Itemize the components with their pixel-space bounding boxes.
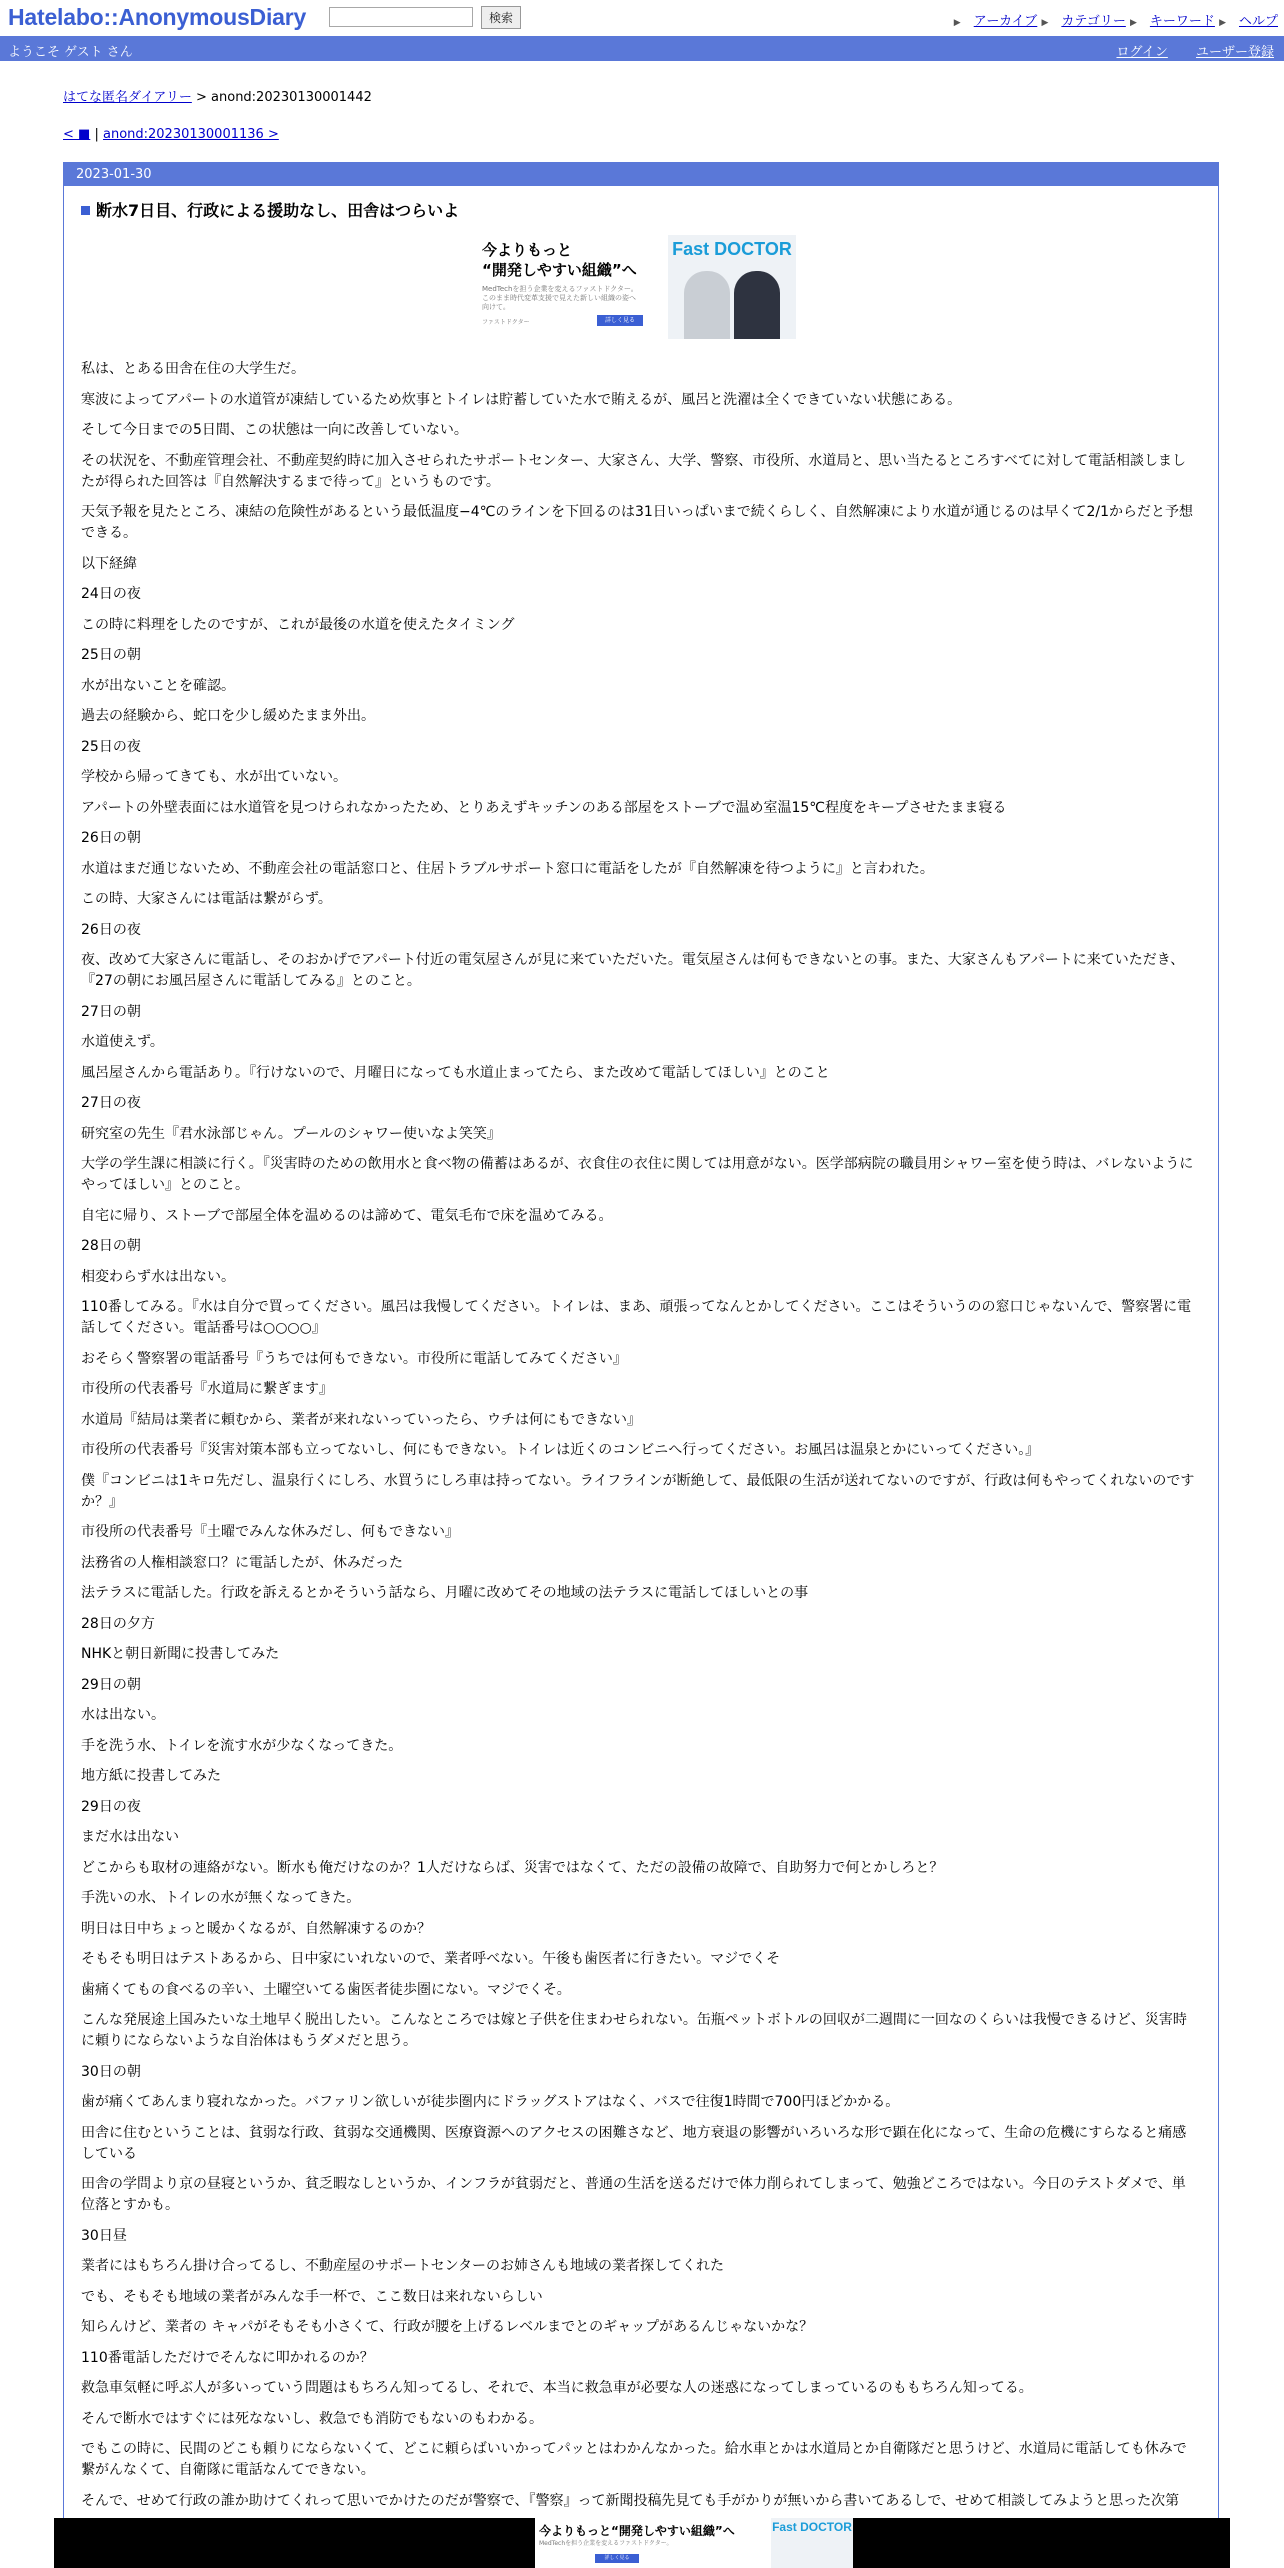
triangle-icon: ▶ [953, 18, 961, 28]
bottom-ad-button[interactable]: 詳しく見る [595, 2554, 639, 2563]
bottom-ad-photo [771, 2518, 853, 2568]
search-button[interactable]: 検索 [481, 6, 521, 29]
paragraph: 25日の夜 [81, 738, 141, 755]
paragraph: 110番電話しただけでそんなに叩かれるのか？ [81, 2349, 374, 2366]
paragraph: 明日は日中ちょっと暖かくなるが、自然解凍するのか？ [81, 1920, 431, 1937]
paragraph: 28日の朝 [81, 1238, 141, 1254]
bottom-ad-bar [54, 2518, 1230, 2568]
paragraph: 29日の朝 [81, 1676, 141, 1693]
paragraph: NHKと朝日新聞に投書してみた [81, 1646, 280, 1662]
site-logo[interactable]: Hatelabo::AnonymousDiary [8, 4, 307, 30]
paragraph: 28日の夕方 [81, 1615, 155, 1632]
entry-title [81, 198, 1218, 221]
paragraph: 学校から帰ってきても、水が出ていない。 [81, 769, 347, 785]
paragraph: 法務省の人権相談窓口？に電話したが、休みだった [81, 1554, 403, 1571]
person-image [684, 271, 730, 339]
entry-title-text: 断水7日目、行政による援助なし、田舎はつらいよ [96, 201, 460, 220]
triangle-icon: ▶ [1041, 18, 1049, 28]
paragraph: 水が出ないことを確認。 [81, 677, 235, 694]
paragraph: まだ水は出ない [81, 1829, 179, 1845]
paragraph: この時、大家さんには電話は繋がらず。 [81, 891, 332, 907]
welcome-bar [0, 36, 1284, 61]
bottom-ad[interactable] [535, 2518, 853, 2568]
ad-button[interactable]: 詳しく見る [597, 315, 643, 326]
paragraph: こんな発展途上国みたいな土地早く脱出したい。こんなところでは嫁と子供を住まわせられない。缶瓶ペットボトルの回収が二週間に一回なのくらいは我慢できるけど、災害時に頼りにならないような自治体はもうダメだと思う。 [81, 2012, 1187, 2049]
paragraph: 知らんけど、業者の キャパがそもそも小さくて、行政が腰を上げるレベルまでとのギャップがあるんじゃないかな？ [81, 2319, 814, 2335]
paragraph: 27日の夜 [81, 1095, 141, 1111]
ad-line2: “開発しやすい組織”へ [482, 261, 637, 279]
nav-archive-link[interactable]: アーカイブ [973, 14, 1038, 29]
paragraph: 27日の朝 [81, 1003, 141, 1020]
paragraph: 26日の朝 [81, 830, 141, 846]
paragraph: 寒波によってアパートの水道管が凍結しているため炊事とトイレは貯蓄していた水で賄えるが、風呂と洗濯は全くできていない状態にある。 [81, 391, 962, 408]
paragraph: 30日昼 [81, 2227, 127, 2244]
triangle-icon: ▶ [1219, 18, 1226, 28]
paragraph: 以下経緯 [81, 555, 137, 572]
paragraph: 歯痛くてもの食べるの辛い、土曜空いてる歯医者徒歩圏にない。マジでくそ。 [81, 1981, 571, 1998]
paragraph: 地方紙に投書してみた [81, 1768, 221, 1784]
paragraph: そんで断水ではすぐには死なないし、救急でも消防でもないのもわかる。 [81, 2410, 543, 2427]
paragraph: 水道はまだ通じないため、不動産会社の電話窓口と、住居トラブルサポート窓口に電話をしたが『自然解凍を待つように』と言われた。 [81, 860, 934, 877]
paragraph: 25日の朝 [81, 647, 141, 663]
breadcrumb [63, 86, 372, 105]
paragraph: 業者にはもちろん掛け合ってるし、不動産屋のサポートセンターのお姉さんも地域の業者探してくれた [81, 2258, 725, 2274]
paragraph: 田舎に住むということは、貧弱な行政、貧弱な交通機関、医療資源へのアクセスの困難さなど、地方衰退の影響がいろいろな形で顕在化になって、生命の危機にすらなると痛感している [81, 2124, 1187, 2162]
paragraph: 大学の学生課に相談に行く。『災害時のための飲用水と食べ物の備蓄はあるが、衣食住の衣住に関しては用意がない。医学部病院の職員用シャワー室を使う時は、バレないようにやってほしい』とのこと。 [81, 1156, 1194, 1193]
paragraph: 29日の夜 [81, 1798, 141, 1815]
breadcrumb-root-link[interactable]: はてな匿名ダイアリー [63, 90, 192, 105]
breadcrumb-current: anond:20230130001442 [211, 90, 372, 105]
paragraph: 30日の朝 [81, 2063, 141, 2080]
paragraph: でもこの時に、民間のどこも頼りにならないくて、どこに頼らばいいかってパッとはわかんなかった。給水車とかは水道局とか自衛隊だと思うけど、水道局に電話しても休みで繋がんなくて、自衛隊に電話なんてできない。 [81, 2441, 1187, 2478]
header [0, 0, 1284, 36]
bottom-ad-title: 今よりもっと“開発しやすい組織”へ [539, 2524, 735, 2538]
triangle-icon: ▶ [1129, 18, 1137, 28]
day-section [63, 162, 1219, 2568]
paragraph: 私は、とある田舎在住の大学生だ。 [81, 361, 305, 377]
paragraph: 市役所の代表番号『水道局に繋ぎます』 [81, 1381, 333, 1397]
paragraph: 市役所の代表番号『災害対策本部も立ってないし、何にもできない。トイレは近くのコンビニへ行ってください。お風呂は温泉とかにいってください。』 [81, 1442, 1040, 1458]
ad-sponsor: ファストドクター [482, 319, 530, 326]
nav-help-link[interactable]: ヘルプ [1238, 14, 1278, 29]
nav-keyword-link[interactable]: キーワード [1149, 14, 1215, 29]
prev-entry-link[interactable]: < ■ [63, 127, 91, 142]
paragraph: 法テラスに電話した。行政を訴えるとかそういう話なら、月曜に改めてその地域の法テラスに電話してほしいとの事 [81, 1585, 809, 1601]
square-icon[interactable] [81, 206, 90, 215]
ad-line1: 今よりもっと [482, 241, 573, 259]
paragraph: その状況を、不動産管理会社、不動産契約時に加入させられたサポートセンター、大家さん、大学、警察、市役所、水道局と、思い当たるところすべてに対して電話相談しましたが得られた回答は『自然解決するまで待って』というものです。 [81, 452, 1187, 490]
paragraph: どこからも取材の連絡がない。断水も俺だけなのか？1人だけならば、災害ではなくて、ただの設備の故障で、自助努力で何とかしろと？ [81, 1859, 944, 1876]
paragraph: 天気予報を見たところ、凍結の危険性があるという最低温度−4℃のラインを下回るのは31日いっぱいまで続くらしく、自然解凍により水道が通じるのは早くて2/1からだと予想できる。 [81, 504, 1194, 541]
paragraph: 手洗いの水、トイレの水が無くなってきた。 [81, 1890, 361, 1906]
paragraph: 水道局『結局は業者に頼むから、業者が来れないっていったら、ウチは何にもできない』 [81, 1411, 641, 1428]
paragraph: 手を洗う水、トイレを流す水が少なくなってきた。 [81, 1737, 403, 1754]
search-input[interactable] [329, 7, 473, 27]
paragraph: 研究室の先生『君水泳部じゃん。プールのシャワー使いなよ笑笑』 [81, 1125, 501, 1142]
paragraph: 歯が痛くてあんまり寝れなかった。バファリン欲しいが徒歩圏内にドラッグストアはなく、バスで往復1時間で700円ほどかかる。 [81, 2094, 900, 2110]
bottom-ad-brand: Fast DOCTOR [772, 2520, 852, 2534]
paragraph: 自宅に帰り、ストーブで部屋全体を温めるのは諦めて、電気毛布で床を温めてみる。 [81, 1207, 613, 1224]
account-links [1092, 41, 1274, 60]
register-link[interactable]: ユーザー登録 [1195, 45, 1274, 60]
nav-category-link[interactable]: カテゴリー [1061, 14, 1126, 29]
paragraph: 水道使えず。 [81, 1034, 164, 1050]
paragraph: おそらく警察署の電話番号『うちでは何もできない。市役所に電話してみてください』 [81, 1350, 627, 1367]
top-nav [954, 10, 1278, 29]
paragraph: でも、そもそも地域の業者がみんな手一杯で、ここ数日は来れないらしい [81, 2288, 543, 2305]
person-image [734, 271, 780, 339]
paragraph: そんで、せめて行政の誰か助けてくれって思いでかけたのだが警察で、『警察』って新聞投稿先見ても手がかりが無いから書いてあるしで、せめて相談してみようと思った次第 [81, 2492, 1180, 2509]
paragraph: 水は出ない。 [81, 1707, 165, 1723]
paragraph: 26日の夜 [81, 921, 141, 938]
inline-ad[interactable] [482, 235, 800, 339]
paragraph: 僕『コンビニは1キロ先だし、温泉行くにしろ、水買うにしろ車は持ってない。ライフラインが断絶して、最低限の生活が送れてないのですが、行政は何もやってくれないのですか？』 [81, 1472, 1195, 1510]
paragraph: 市役所の代表番号『土曜でみんな休みだし、何もできない』 [81, 1524, 459, 1540]
welcome-text: ようこそ ゲスト さん [8, 45, 133, 60]
paragraph: 110番してみる。『水は自分で買ってください。風呂は我慢してください。トイレは、まあ、頑張ってなんとかしてください。ここはそういうのの窓口じゃないんで、警察署に電話してください。電話番号は○○○○』 [81, 1299, 1192, 1336]
paragraph: 夜、改めて大家さんに電話し、そのおかげでアパート付近の電気屋さんが見に来ていただいた。電気屋さんは何もできないとの事。また、大家さんもアパートに来ていただき、『27の朝にお風呂屋さんに電話してみる』とのこと。 [81, 952, 1185, 989]
pager-separator: | [94, 127, 99, 142]
paragraph: そもそも明日はテストあるから、日中家にいれないので、業者呼べない。午後も歯医者に行きたい。マジでくそ [81, 1951, 781, 1967]
paragraph: 24日の夜 [81, 586, 141, 602]
paragraph: 救急車気軽に呼ぶ人が多いっていう問題はもちろん知ってるし、それで、本当に救急車が必要な人の迷惑になってしまっているのももちろん知ってる。 [81, 2380, 1033, 2396]
breadcrumb-separator: > [195, 90, 207, 105]
paragraph: この時に料理をしたのですが、これが最後の水道を使えたタイミング [81, 616, 515, 633]
paragraph: 過去の経験から、蛇口を少し緩めたまま外出。 [81, 708, 375, 724]
bottom-ad-description: MedTechを担う企業を変えるファストドクター。 [539, 2540, 673, 2547]
entry-body [81, 359, 1198, 2512]
next-entry-link[interactable]: anond:20230130001136 > [102, 127, 279, 142]
login-link[interactable]: ログイン [1116, 45, 1168, 60]
paragraph: 相変わらず水は出ない。 [81, 1268, 235, 1285]
ad-photo [668, 235, 796, 339]
paragraph: アパートの外壁表面には水道管を見つけられなかったため、とりあえずキッチンのある部屋をストーブで温め室温15℃程度をキープさせたまま寝る [81, 799, 1007, 816]
paragraph: そして今日までの5日間、この状態は一向に改善していない。 [81, 422, 468, 438]
day-date: 2023-01-30 [64, 163, 1218, 186]
ad-description: MedTechを担う企業を変えるファストドクター。このまま時代変革支援で見えた新しい組織の姿へ向けて。 [482, 285, 638, 311]
ad-brand: Fast DOCTOR [672, 239, 792, 259]
pager [63, 127, 279, 142]
paragraph: 風呂屋さんから電話あり。『行けないので、月曜日になっても水道止まってたら、また改めて電話してほしい』とのこと [81, 1064, 830, 1081]
paragraph: 田舎の学問より京の昼寝というか、貧乏暇なしというか、インフラが貧弱だと、普通の生活を送るだけで体力削られてしまって、勉強どころではない。今日のテストダメで、単位落とすかも。 [81, 2176, 1186, 2213]
